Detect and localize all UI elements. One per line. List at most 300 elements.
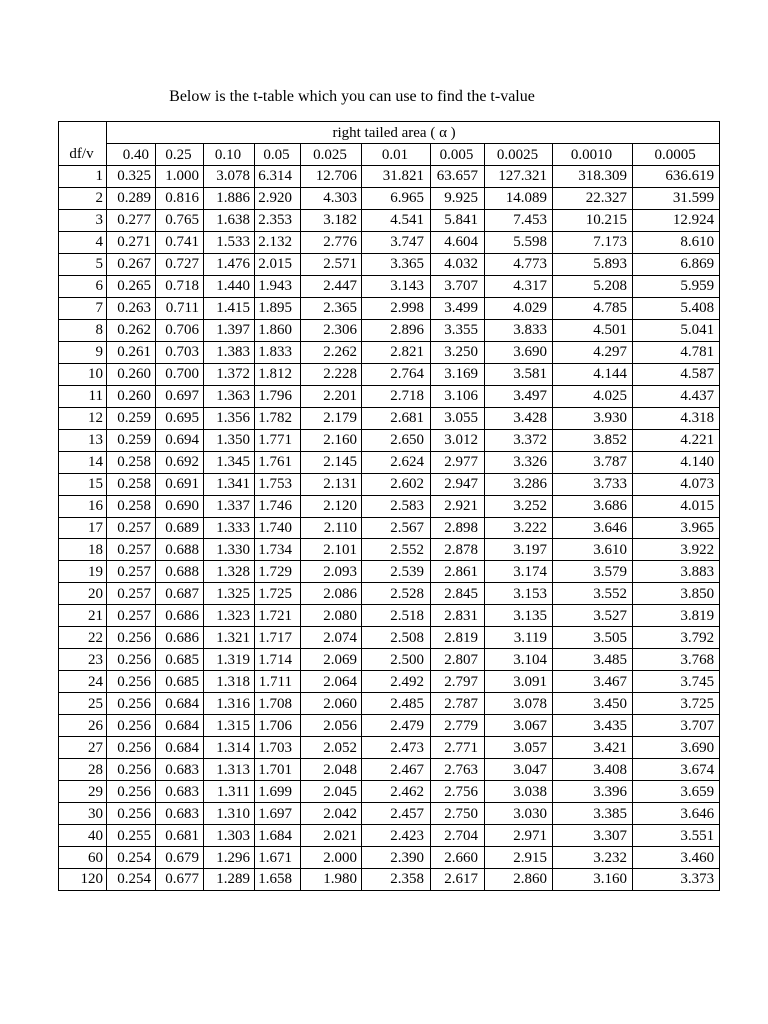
- critical-value-cell: 1.895: [255, 297, 301, 319]
- critical-value-cell: 0.277: [107, 209, 156, 231]
- table-row: [59, 561, 720, 583]
- critical-value-cell: 1.729: [255, 561, 301, 583]
- critical-value-cell: 3.182: [301, 209, 362, 231]
- critical-value-cell: 0.677: [156, 869, 204, 891]
- alpha-header: 0.0005: [633, 144, 720, 166]
- critical-value-cell: 2.048: [301, 759, 362, 781]
- critical-value-cell: 1.325: [204, 583, 255, 605]
- critical-value-cell: 3.408: [553, 759, 633, 781]
- df-cell: 4: [59, 231, 107, 253]
- critical-value-cell: 3.169: [431, 363, 485, 385]
- critical-value-cell: 2.915: [485, 847, 553, 869]
- critical-value-cell: 1.289: [204, 869, 255, 891]
- df-cell: 28: [59, 759, 107, 781]
- critical-value-cell: 2.462: [362, 781, 431, 803]
- critical-value-cell: 3.792: [633, 627, 720, 649]
- critical-value-cell: 3.747: [362, 231, 431, 253]
- critical-value-cell: 3.965: [633, 517, 720, 539]
- table-row: [59, 253, 720, 275]
- critical-value-cell: 2.764: [362, 363, 431, 385]
- critical-value-cell: 1.699: [255, 781, 301, 803]
- critical-value-cell: 31.599: [633, 187, 720, 209]
- table-row: [59, 803, 720, 825]
- critical-value-cell: 1.311: [204, 781, 255, 803]
- critical-value-cell: 0.687: [156, 583, 204, 605]
- critical-value-cell: 0.686: [156, 605, 204, 627]
- critical-value-cell: 4.025: [553, 385, 633, 407]
- critical-value-cell: 2.365: [301, 297, 362, 319]
- table-row: [59, 605, 720, 627]
- table-row: [59, 363, 720, 385]
- critical-value-cell: 3.232: [553, 847, 633, 869]
- critical-value-cell: 3.047: [485, 759, 553, 781]
- critical-value-cell: 3.078: [204, 166, 255, 188]
- critical-value-cell: 2.179: [301, 407, 362, 429]
- critical-value-cell: 2.064: [301, 671, 362, 693]
- critical-value-cell: 3.143: [362, 275, 431, 297]
- critical-value-cell: 1.980: [301, 869, 362, 891]
- critical-value-cell: 0.257: [107, 539, 156, 561]
- critical-value-cell: 2.971: [485, 825, 553, 847]
- critical-value-cell: 3.373: [633, 869, 720, 891]
- alpha-header: 0.01: [362, 144, 431, 166]
- critical-value-cell: 3.485: [553, 649, 633, 671]
- critical-value-cell: 3.581: [485, 363, 553, 385]
- critical-value-cell: 2.015: [255, 253, 301, 275]
- critical-value-cell: 0.261: [107, 341, 156, 363]
- critical-value-cell: 4.501: [553, 319, 633, 341]
- critical-value-cell: 0.256: [107, 759, 156, 781]
- critical-value-cell: 3.326: [485, 451, 553, 473]
- critical-value-cell: 3.197: [485, 539, 553, 561]
- critical-value-cell: 2.660: [431, 847, 485, 869]
- critical-value-cell: 1.316: [204, 693, 255, 715]
- df-cell: 8: [59, 319, 107, 341]
- critical-value-cell: 3.733: [553, 473, 633, 495]
- critical-value-cell: 1.415: [204, 297, 255, 319]
- alpha-header: 0.005: [431, 144, 485, 166]
- critical-value-cell: 2.947: [431, 473, 485, 495]
- df-cell: 60: [59, 847, 107, 869]
- table-body: [59, 166, 720, 891]
- critical-value-cell: 0.258: [107, 451, 156, 473]
- critical-value-cell: 0.683: [156, 759, 204, 781]
- df-cell: 24: [59, 671, 107, 693]
- df-cell: 21: [59, 605, 107, 627]
- critical-value-cell: 2.528: [362, 583, 431, 605]
- critical-value-cell: 3.690: [633, 737, 720, 759]
- page-caption: Below is the t-table which you can use to find the t-value: [169, 88, 535, 105]
- table-row: [59, 231, 720, 253]
- critical-value-cell: 4.318: [633, 407, 720, 429]
- critical-value-cell: 0.690: [156, 495, 204, 517]
- df-cell: 22: [59, 627, 107, 649]
- critical-value-cell: 2.262: [301, 341, 362, 363]
- critical-value-cell: 14.089: [485, 187, 553, 209]
- critical-value-cell: 3.646: [633, 803, 720, 825]
- critical-value-cell: 1.833: [255, 341, 301, 363]
- critical-value-cell: 3.646: [553, 517, 633, 539]
- df-cell: 9: [59, 341, 107, 363]
- table-row: [59, 319, 720, 341]
- critical-value-cell: 4.144: [553, 363, 633, 385]
- critical-value-cell: 1.684: [255, 825, 301, 847]
- critical-value-cell: 1.303: [204, 825, 255, 847]
- critical-value-cell: 3.153: [485, 583, 553, 605]
- critical-value-cell: 3.467: [553, 671, 633, 693]
- table-title-row: [59, 122, 720, 144]
- critical-value-cell: 2.845: [431, 583, 485, 605]
- critical-value-cell: 2.624: [362, 451, 431, 473]
- table-row: [59, 825, 720, 847]
- critical-value-cell: 0.254: [107, 869, 156, 891]
- critical-value-cell: 2.552: [362, 539, 431, 561]
- critical-value-cell: 1.350: [204, 429, 255, 451]
- critical-value-cell: 5.208: [553, 275, 633, 297]
- critical-value-cell: 1.771: [255, 429, 301, 451]
- alpha-header: 0.10: [204, 144, 255, 166]
- critical-value-cell: 2.763: [431, 759, 485, 781]
- critical-value-cell: 0.685: [156, 649, 204, 671]
- critical-value-cell: 0.256: [107, 693, 156, 715]
- critical-value-cell: 0.259: [107, 407, 156, 429]
- critical-value-cell: 2.306: [301, 319, 362, 341]
- critical-value-cell: 0.256: [107, 737, 156, 759]
- table-row: [59, 869, 720, 891]
- table-row: [59, 187, 720, 209]
- critical-value-cell: 9.925: [431, 187, 485, 209]
- critical-value-cell: 1.717: [255, 627, 301, 649]
- df-cell: 14: [59, 451, 107, 473]
- critical-value-cell: 3.222: [485, 517, 553, 539]
- critical-value-cell: 1.658: [255, 869, 301, 891]
- critical-value-cell: 0.256: [107, 715, 156, 737]
- critical-value-cell: 1.812: [255, 363, 301, 385]
- critical-value-cell: 2.807: [431, 649, 485, 671]
- critical-value-cell: 0.706: [156, 319, 204, 341]
- critical-value-cell: 4.781: [633, 341, 720, 363]
- critical-value-cell: 4.140: [633, 451, 720, 473]
- df-column-header: df/v: [59, 144, 107, 166]
- critical-value-cell: 2.567: [362, 517, 431, 539]
- critical-value-cell: 1.706: [255, 715, 301, 737]
- critical-value-cell: 2.779: [431, 715, 485, 737]
- critical-value-cell: 3.385: [553, 803, 633, 825]
- df-cell: 40: [59, 825, 107, 847]
- critical-value-cell: 2.861: [431, 561, 485, 583]
- table-row: [59, 297, 720, 319]
- df-cell: 25: [59, 693, 107, 715]
- critical-value-cell: 0.683: [156, 781, 204, 803]
- critical-value-cell: 4.073: [633, 473, 720, 495]
- critical-value-cell: 1.323: [204, 605, 255, 627]
- critical-value-cell: 3.833: [485, 319, 553, 341]
- critical-value-cell: 2.479: [362, 715, 431, 737]
- critical-value-cell: 3.435: [553, 715, 633, 737]
- df-cell: 20: [59, 583, 107, 605]
- critical-value-cell: 5.959: [633, 275, 720, 297]
- table-row: [59, 473, 720, 495]
- critical-value-cell: 3.850: [633, 583, 720, 605]
- critical-value-cell: 2.447: [301, 275, 362, 297]
- critical-value-cell: 5.408: [633, 297, 720, 319]
- critical-value-cell: 6.965: [362, 187, 431, 209]
- critical-value-cell: 2.617: [431, 869, 485, 891]
- critical-value-cell: 12.924: [633, 209, 720, 231]
- critical-value-cell: 2.056: [301, 715, 362, 737]
- critical-value-cell: 0.688: [156, 561, 204, 583]
- critical-value-cell: 2.539: [362, 561, 431, 583]
- critical-value-cell: 2.771: [431, 737, 485, 759]
- table-row: [59, 693, 720, 715]
- critical-value-cell: 0.684: [156, 715, 204, 737]
- critical-value-cell: 3.460: [633, 847, 720, 869]
- critical-value-cell: 3.659: [633, 781, 720, 803]
- critical-value-cell: 1.860: [255, 319, 301, 341]
- critical-value-cell: 2.756: [431, 781, 485, 803]
- critical-value-cell: 1.697: [255, 803, 301, 825]
- critical-value-cell: 0.257: [107, 583, 156, 605]
- critical-value-cell: 2.750: [431, 803, 485, 825]
- df-cell: 18: [59, 539, 107, 561]
- table-row: [59, 737, 720, 759]
- critical-value-cell: 3.922: [633, 539, 720, 561]
- critical-value-cell: 0.681: [156, 825, 204, 847]
- critical-value-cell: 1.714: [255, 649, 301, 671]
- critical-value-cell: 2.080: [301, 605, 362, 627]
- critical-value-cell: 2.060: [301, 693, 362, 715]
- critical-value-cell: 2.086: [301, 583, 362, 605]
- critical-value-cell: 1.703: [255, 737, 301, 759]
- critical-value-cell: 2.704: [431, 825, 485, 847]
- critical-value-cell: 2.201: [301, 385, 362, 407]
- critical-value-cell: 0.692: [156, 451, 204, 473]
- critical-value-cell: 0.267: [107, 253, 156, 275]
- critical-value-cell: 3.707: [431, 275, 485, 297]
- alpha-header: 0.0025: [485, 144, 553, 166]
- critical-value-cell: 1.397: [204, 319, 255, 341]
- df-cell: 6: [59, 275, 107, 297]
- critical-value-cell: 0.260: [107, 363, 156, 385]
- critical-value-cell: 3.038: [485, 781, 553, 803]
- table-row: [59, 781, 720, 803]
- critical-value-cell: 0.259: [107, 429, 156, 451]
- critical-value-cell: 1.701: [255, 759, 301, 781]
- critical-value-cell: 63.657: [431, 166, 485, 188]
- df-cell: 5: [59, 253, 107, 275]
- critical-value-cell: 0.688: [156, 539, 204, 561]
- critical-value-cell: 3.745: [633, 671, 720, 693]
- critical-value-cell: 2.353: [255, 209, 301, 231]
- df-cell: 29: [59, 781, 107, 803]
- critical-value-cell: 7.173: [553, 231, 633, 253]
- critical-value-cell: 3.690: [485, 341, 553, 363]
- critical-value-cell: 3.365: [362, 253, 431, 275]
- critical-value-cell: 2.492: [362, 671, 431, 693]
- critical-value-cell: 2.473: [362, 737, 431, 759]
- critical-value-cell: 4.317: [485, 275, 553, 297]
- critical-value-cell: 0.289: [107, 187, 156, 209]
- alpha-header: 0.0010: [553, 144, 633, 166]
- critical-value-cell: 0.260: [107, 385, 156, 407]
- critical-value-cell: 1.746: [255, 495, 301, 517]
- critical-value-cell: 1.328: [204, 561, 255, 583]
- critical-value-cell: 1.296: [204, 847, 255, 869]
- critical-value-cell: 2.821: [362, 341, 431, 363]
- critical-value-cell: 2.390: [362, 847, 431, 869]
- critical-value-cell: 3.768: [633, 649, 720, 671]
- critical-value-cell: 1.383: [204, 341, 255, 363]
- critical-value-cell: 3.610: [553, 539, 633, 561]
- critical-value-cell: 2.977: [431, 451, 485, 473]
- critical-value-cell: 2.681: [362, 407, 431, 429]
- critical-value-cell: 5.598: [485, 231, 553, 253]
- critical-value-cell: 0.257: [107, 517, 156, 539]
- critical-value-cell: 4.773: [485, 253, 553, 275]
- critical-value-cell: 1.476: [204, 253, 255, 275]
- critical-value-cell: 4.587: [633, 363, 720, 385]
- critical-value-cell: 2.571: [301, 253, 362, 275]
- critical-value-cell: 3.499: [431, 297, 485, 319]
- table-row: [59, 759, 720, 781]
- critical-value-cell: 2.131: [301, 473, 362, 495]
- critical-value-cell: 12.706: [301, 166, 362, 188]
- table-row: [59, 671, 720, 693]
- critical-value-cell: 2.228: [301, 363, 362, 385]
- critical-value-cell: 3.930: [553, 407, 633, 429]
- critical-value-cell: 4.437: [633, 385, 720, 407]
- critical-value-cell: 2.021: [301, 825, 362, 847]
- critical-value-cell: 3.174: [485, 561, 553, 583]
- critical-value-cell: 2.160: [301, 429, 362, 451]
- critical-value-cell: 0.254: [107, 847, 156, 869]
- critical-value-cell: 1.330: [204, 539, 255, 561]
- table-row: [59, 847, 720, 869]
- critical-value-cell: 3.819: [633, 605, 720, 627]
- critical-value-cell: 2.921: [431, 495, 485, 517]
- critical-value-cell: 3.012: [431, 429, 485, 451]
- table-row: [59, 539, 720, 561]
- critical-value-cell: 4.785: [553, 297, 633, 319]
- critical-value-cell: 6.314: [255, 166, 301, 188]
- critical-value-cell: 1.319: [204, 649, 255, 671]
- table-row: [59, 495, 720, 517]
- critical-value-cell: 4.604: [431, 231, 485, 253]
- critical-value-cell: 0.684: [156, 693, 204, 715]
- table-row: [59, 517, 720, 539]
- critical-value-cell: 1.721: [255, 605, 301, 627]
- critical-value-cell: 2.101: [301, 539, 362, 561]
- critical-value-cell: 3.106: [431, 385, 485, 407]
- critical-value-cell: 2.042: [301, 803, 362, 825]
- critical-value-cell: 2.467: [362, 759, 431, 781]
- critical-value-cell: 5.041: [633, 319, 720, 341]
- critical-value-cell: 3.674: [633, 759, 720, 781]
- critical-value-cell: 2.518: [362, 605, 431, 627]
- table-row: [59, 649, 720, 671]
- critical-value-cell: 1.943: [255, 275, 301, 297]
- critical-value-cell: 1.711: [255, 671, 301, 693]
- critical-value-cell: 0.262: [107, 319, 156, 341]
- critical-value-cell: 0.256: [107, 781, 156, 803]
- critical-value-cell: 5.841: [431, 209, 485, 231]
- critical-value-cell: 1.734: [255, 539, 301, 561]
- df-cell: 27: [59, 737, 107, 759]
- critical-value-cell: 3.497: [485, 385, 553, 407]
- critical-value-cell: 2.500: [362, 649, 431, 671]
- critical-value-cell: 0.256: [107, 803, 156, 825]
- critical-value-cell: 127.321: [485, 166, 553, 188]
- critical-value-cell: 1.671: [255, 847, 301, 869]
- df-cell: 19: [59, 561, 107, 583]
- critical-value-cell: 6.869: [633, 253, 720, 275]
- critical-value-cell: 1.753: [255, 473, 301, 495]
- df-cell: 10: [59, 363, 107, 385]
- critical-value-cell: 2.132: [255, 231, 301, 253]
- critical-value-cell: 2.457: [362, 803, 431, 825]
- critical-value-cell: 4.029: [485, 297, 553, 319]
- critical-value-cell: 3.307: [553, 825, 633, 847]
- t-distribution-table: [58, 121, 720, 891]
- critical-value-cell: 1.725: [255, 583, 301, 605]
- critical-value-cell: 8.610: [633, 231, 720, 253]
- critical-value-cell: 0.257: [107, 605, 156, 627]
- critical-value-cell: 2.120: [301, 495, 362, 517]
- critical-value-cell: 3.552: [553, 583, 633, 605]
- table-row: [59, 385, 720, 407]
- critical-value-cell: 3.725: [633, 693, 720, 715]
- critical-value-cell: 4.297: [553, 341, 633, 363]
- critical-value-cell: 0.256: [107, 649, 156, 671]
- critical-value-cell: 2.602: [362, 473, 431, 495]
- df-cell: 17: [59, 517, 107, 539]
- df-cell: 16: [59, 495, 107, 517]
- critical-value-cell: 1.318: [204, 671, 255, 693]
- critical-value-cell: 3.707: [633, 715, 720, 737]
- critical-value-cell: 1.372: [204, 363, 255, 385]
- critical-value-cell: 3.421: [553, 737, 633, 759]
- critical-value-cell: 2.508: [362, 627, 431, 649]
- critical-value-cell: 3.104: [485, 649, 553, 671]
- critical-value-cell: 2.000: [301, 847, 362, 869]
- critical-value-cell: 1.313: [204, 759, 255, 781]
- critical-value-cell: 0.695: [156, 407, 204, 429]
- critical-value-cell: 2.069: [301, 649, 362, 671]
- table-row: [59, 209, 720, 231]
- critical-value-cell: 0.271: [107, 231, 156, 253]
- critical-value-cell: 0.263: [107, 297, 156, 319]
- critical-value-cell: 3.372: [485, 429, 553, 451]
- critical-value-cell: 2.650: [362, 429, 431, 451]
- critical-value-cell: 3.057: [485, 737, 553, 759]
- df-cell: 11: [59, 385, 107, 407]
- critical-value-cell: 4.303: [301, 187, 362, 209]
- critical-value-cell: 1.315: [204, 715, 255, 737]
- critical-value-cell: 3.686: [553, 495, 633, 517]
- critical-value-cell: 318.309: [553, 166, 633, 188]
- df-cell: 23: [59, 649, 107, 671]
- critical-value-cell: 0.685: [156, 671, 204, 693]
- df-cell: 26: [59, 715, 107, 737]
- critical-value-cell: 3.852: [553, 429, 633, 451]
- critical-value-cell: 2.920: [255, 187, 301, 209]
- critical-value-cell: 3.135: [485, 605, 553, 627]
- critical-value-cell: 3.551: [633, 825, 720, 847]
- df-cell: 15: [59, 473, 107, 495]
- critical-value-cell: 4.015: [633, 495, 720, 517]
- df-cell: 120: [59, 869, 107, 891]
- critical-value-cell: 2.819: [431, 627, 485, 649]
